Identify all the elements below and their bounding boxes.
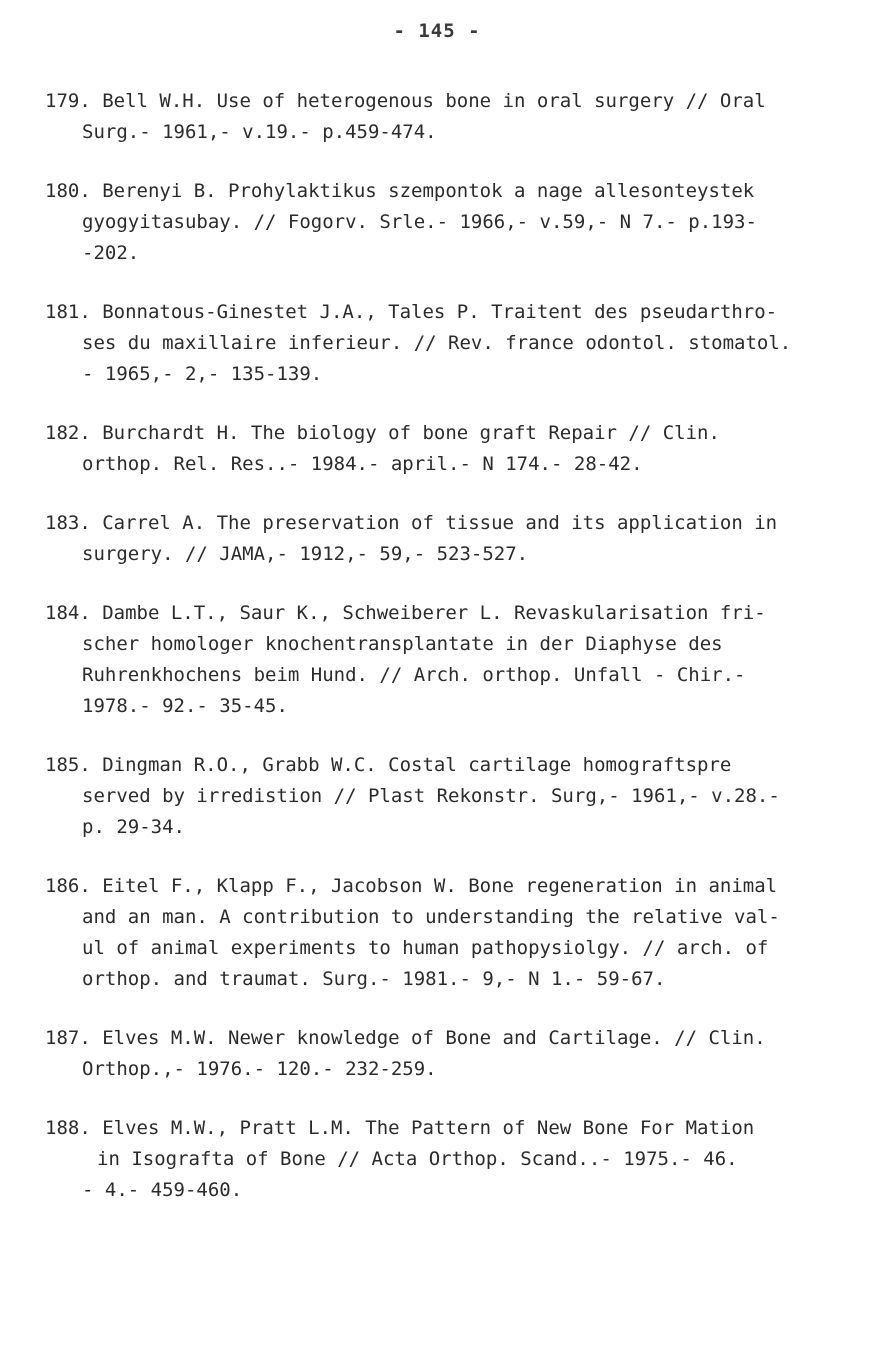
reference-186 [45, 871, 845, 995]
reference-181 [45, 297, 845, 390]
reference-line: 182. Burchardt H. The biology of bone graft Repair // Clin. [45, 422, 720, 444]
reference-line: - 4.- 459-460. [82, 1179, 243, 1201]
reference-184 [45, 598, 845, 722]
reference-line: p. 29-34. [82, 816, 185, 838]
reference-list [45, 86, 845, 1234]
reference-line: and an man. A contribution to understanding the relative val- [82, 906, 780, 928]
reference-line: scher homologer knochentransplantate in der Diaphyse des [82, 633, 723, 655]
reference-line: - 1965,- 2,- 135-139. [82, 363, 323, 385]
reference-line: orthop. and traumat. Surg.- 1981.- 9,- N 1.- 59-67. [82, 968, 666, 990]
reference-182 [45, 418, 845, 480]
reference-line: 180. Berenyi B. Prohylaktikus szempontok a nage allesonteystek [45, 180, 755, 202]
reference-line: 183. Carrel A. The preservation of tissue and its application in [45, 512, 778, 534]
reference-line: 1978.- 92.- 35-45. [82, 695, 288, 717]
reference-183 [45, 508, 845, 570]
reference-line: -202. [82, 242, 140, 264]
reference-line: Surg.- 1961,- v.19.- p.459-474. [82, 121, 437, 143]
reference-line: 181. Bonnatous-Ginestet J.A., Tales P. Traitent des pseudarthro- [45, 301, 778, 323]
reference-line: 184. Dambe L.T., Saur K., Schweiberer L. Revaskularisation fri- [45, 602, 766, 624]
reference-180 [45, 176, 845, 269]
reference-line: ses du maxillaire inferieur. // Rev. france odontol. stomatol. [82, 332, 792, 354]
page-number: - 145 - [393, 20, 481, 42]
reference-line: served by irredistion // Plast Rekonstr. Surg,- 1961,- v.28.- [82, 785, 780, 807]
reference-line: Orthop.,- 1976.- 120.- 232-259. [82, 1058, 437, 1080]
reference-line: ul of animal experiments to human pathopysiolgy. // arch. of [82, 937, 769, 959]
reference-line: surgery. // JAMA,- 1912,- 59,- 523-527. [82, 543, 529, 565]
reference-179 [45, 86, 845, 148]
reference-line: 179. Bell W.H. Use of heterogenous bone in oral surgery // Oral [45, 90, 766, 112]
reference-line: 188. Elves M.W., Pratt L.M. The Pattern of New Bone For Mation [45, 1117, 755, 1139]
reference-line: 186. Eitel F., Klapp F., Jacobson W. Bone regeneration in animal [45, 875, 778, 897]
reference-line: 187. Elves M.W. Newer knowledge of Bone and Cartilage. // Clin. [45, 1027, 766, 1049]
reference-185 [45, 750, 845, 843]
reference-line: in Isografta of Bone // Acta Orthop. Scand..- 1975.- 46. [97, 1148, 738, 1170]
reference-line: gyogyitasubay. // Fogorv. Srle.- 1966,- v.59,- N 7.- p.193- [82, 211, 757, 233]
reference-line: orthop. Rel. Res..- 1984.- april.- N 174.- 28-42. [82, 453, 643, 475]
reference-line: Ruhrenkhochens beim Hund. // Arch. orthop. Unfall - Chir.- [82, 664, 746, 686]
reference-188 [45, 1113, 845, 1206]
reference-187 [45, 1023, 845, 1085]
reference-line: 185. Dingman R.O., Grabb W.C. Costal cartilage homograftspre [45, 754, 732, 776]
